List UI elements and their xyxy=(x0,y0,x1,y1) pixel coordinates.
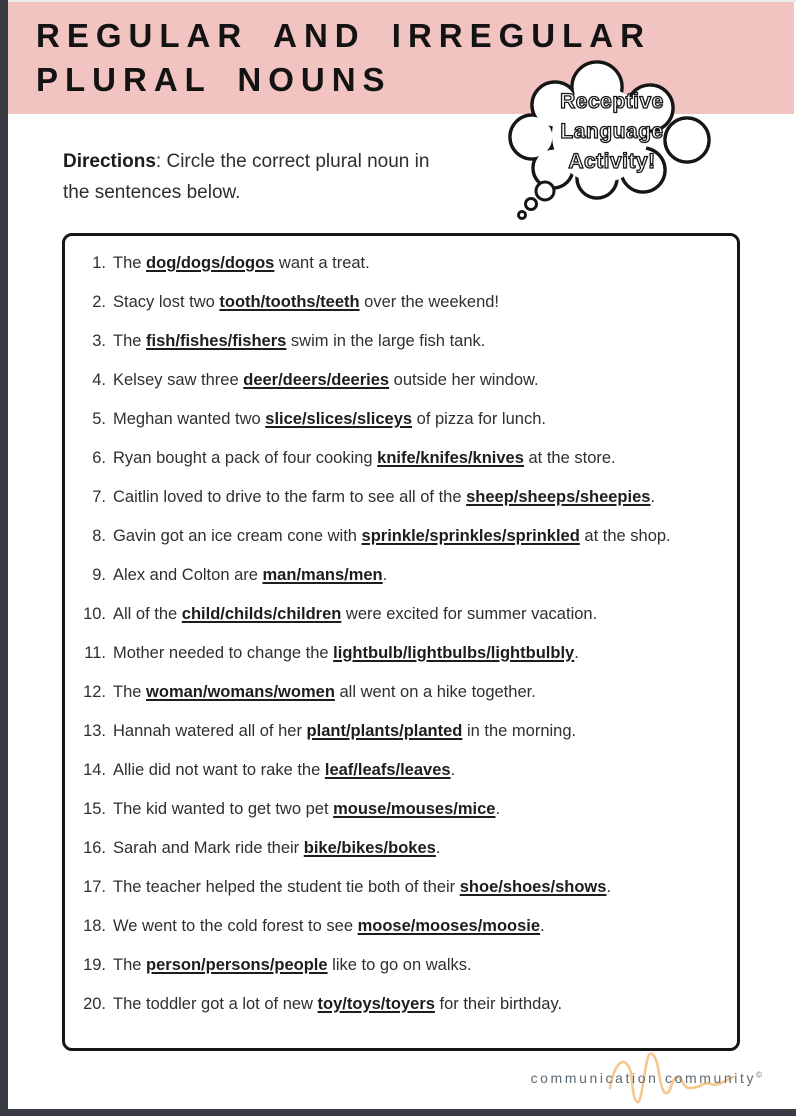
list-item xyxy=(65,790,737,829)
page-title-line1: REGULAR AND IRREGULAR xyxy=(36,17,651,54)
item-pre-text: Stacy lost two xyxy=(113,293,220,311)
item-post-text: . xyxy=(606,878,612,896)
item-post-text: . xyxy=(495,800,501,818)
item-plural-choices: fish/fishes/fishers xyxy=(146,332,287,350)
item-pre-text: Caitlin loved to drive to the farm to see all of the xyxy=(113,488,467,506)
item-plural-choices: knife/knifes/knives xyxy=(377,449,524,467)
directions-label: Directions xyxy=(63,151,156,172)
item-sentence xyxy=(113,722,576,741)
item-number: 1. xyxy=(92,254,106,272)
item-number: 8. xyxy=(92,527,106,545)
item-pre-text: The toddler got a lot of new xyxy=(113,995,318,1013)
item-sentence xyxy=(113,527,671,546)
item-pre-text: All of the xyxy=(113,605,182,623)
list-item xyxy=(65,517,737,556)
list-item xyxy=(65,595,737,634)
list-item xyxy=(65,751,737,790)
item-plural-choices: mouse/mouses/mice xyxy=(333,800,496,818)
list-item xyxy=(65,634,737,673)
list-item xyxy=(65,946,737,985)
item-number: 15. xyxy=(83,800,106,818)
brand-text: communication community xyxy=(530,1070,757,1086)
item-number: 10. xyxy=(83,605,106,623)
item-plural-choices: sheep/sheeps/sheepies xyxy=(466,488,651,506)
thought-bubble-tail-icon xyxy=(519,182,555,219)
item-plural-choices: slice/slices/sliceys xyxy=(265,410,413,428)
item-pre-text: Kelsey saw three xyxy=(113,371,244,389)
item-pre-text: Alex and Colton are xyxy=(113,566,263,584)
item-post-text: . xyxy=(574,644,579,662)
item-sentence xyxy=(113,761,455,780)
item-post-text: at the store. xyxy=(523,449,616,467)
list-item xyxy=(65,439,737,478)
item-plural-choices: moose/mooses/moosie xyxy=(357,917,541,935)
directions-line2: the sentences below. xyxy=(63,182,241,203)
worksheet-box xyxy=(62,233,740,1051)
item-pre-text: Hannah watered all of her xyxy=(113,722,307,740)
item-number: 19. xyxy=(83,956,106,974)
item-sentence xyxy=(113,449,616,468)
item-post-text: . xyxy=(450,761,456,779)
item-sentence xyxy=(113,683,536,702)
item-sentence xyxy=(113,917,545,936)
item-plural-choices: plant/plants/planted xyxy=(306,722,463,740)
item-pre-text: The xyxy=(113,332,147,350)
list-item xyxy=(65,673,737,712)
item-sentence xyxy=(113,371,539,390)
list-item xyxy=(65,361,737,400)
list-item xyxy=(65,829,737,868)
list-item xyxy=(65,907,737,946)
item-number: 5. xyxy=(92,410,106,428)
item-sentence xyxy=(113,254,370,273)
copyright-mark: © xyxy=(756,1070,762,1080)
item-number: 14. xyxy=(83,761,106,779)
viewer-edge-bottom xyxy=(0,1109,796,1116)
item-plural-choices: lightbulb/lightbulbs/lightbulbly xyxy=(333,644,575,662)
item-pre-text: The kid wanted to get two pet xyxy=(113,800,334,818)
item-post-text: were excited for summer vacation. xyxy=(341,605,598,623)
item-post-text: like to go on walks. xyxy=(327,956,472,974)
item-post-text: in the morning. xyxy=(462,722,577,740)
list-item xyxy=(65,322,737,361)
item-sentence xyxy=(113,293,499,312)
item-number: 11. xyxy=(84,644,106,662)
item-sentence xyxy=(113,488,655,507)
directions-text xyxy=(63,146,463,208)
list-item xyxy=(65,244,737,283)
item-plural-choices: deer/deers/deeries xyxy=(243,371,390,389)
bubble-line1: Receptive xyxy=(560,90,664,113)
bubble-line3: Activity! xyxy=(568,150,656,173)
item-post-text: of pizza for lunch. xyxy=(412,410,546,428)
item-sentence xyxy=(113,956,472,975)
item-pre-text: Meghan wanted two xyxy=(113,410,266,428)
directions-rest: : Circle the correct plural noun in xyxy=(155,151,430,172)
item-post-text: over the weekend! xyxy=(359,293,500,311)
bubble-text xyxy=(523,87,701,177)
list-item xyxy=(65,478,737,517)
item-sentence xyxy=(113,995,562,1014)
item-number: 20. xyxy=(83,995,106,1013)
item-plural-choices: person/persons/people xyxy=(146,956,328,974)
viewer-edge-left xyxy=(0,0,8,1116)
item-number: 16. xyxy=(83,839,106,857)
item-plural-choices: man/mans/men xyxy=(262,566,383,584)
item-post-text: outside her window. xyxy=(389,371,539,389)
list-item xyxy=(65,712,737,751)
item-post-text: all went on a hike together. xyxy=(334,683,536,701)
item-post-text: . xyxy=(435,839,441,857)
item-pre-text: The xyxy=(113,956,147,974)
item-number: 3. xyxy=(92,332,106,350)
item-sentence xyxy=(113,800,500,819)
item-plural-choices: toy/toys/toyers xyxy=(317,995,435,1013)
item-post-text: . xyxy=(650,488,656,506)
item-number: 6. xyxy=(92,449,106,467)
item-sentence xyxy=(113,566,387,585)
item-plural-choices: child/childs/children xyxy=(181,605,342,623)
item-pre-text: Mother needed to change the xyxy=(113,644,334,662)
item-post-text: swim in the large fish tank. xyxy=(286,332,486,350)
item-plural-choices: dog/dogs/dogos xyxy=(146,254,275,272)
list-item xyxy=(65,985,737,1024)
item-plural-choices: shoe/shoes/shows xyxy=(459,878,607,896)
item-plural-choices: bike/bikes/bokes xyxy=(303,839,436,857)
item-post-text: for their birthday. xyxy=(434,995,563,1013)
item-plural-choices: woman/womans/women xyxy=(146,683,335,701)
item-post-text: at the shop. xyxy=(579,527,671,545)
item-pre-text: The xyxy=(113,683,147,701)
item-sentence xyxy=(113,332,485,351)
brand-name xyxy=(531,1070,762,1086)
list-item xyxy=(65,400,737,439)
list-item xyxy=(65,868,737,907)
item-pre-text: Ryan bought a pack of four cooking xyxy=(113,449,378,467)
item-pre-text: The teacher helped the student tie both of their xyxy=(113,878,460,896)
item-number: 9. xyxy=(92,566,106,584)
item-number: 2. xyxy=(92,293,106,311)
item-sentence xyxy=(113,878,611,897)
item-pre-text: The xyxy=(113,254,147,272)
item-number: 4. xyxy=(92,371,106,389)
item-number: 12. xyxy=(83,683,106,701)
item-pre-text: Gavin got an ice cream cone with xyxy=(113,527,362,545)
item-pre-text: We went to the cold forest to see xyxy=(113,917,358,935)
item-sentence xyxy=(113,605,597,624)
item-pre-text: Sarah and Mark ride their xyxy=(113,839,304,857)
thought-bubble xyxy=(505,55,720,227)
item-plural-choices: tooth/tooths/teeth xyxy=(219,293,360,311)
page-title-line2: PLURAL NOUNS xyxy=(36,61,392,98)
item-post-text: want a treat. xyxy=(274,254,370,272)
item-plural-choices: sprinkle/sprinkles/sprinkled xyxy=(361,527,580,545)
list-item xyxy=(65,283,737,322)
item-number: 17. xyxy=(83,878,106,896)
item-plural-choices: leaf/leafs/leaves xyxy=(324,761,451,779)
item-post-text: . xyxy=(382,566,388,584)
item-post-text: . xyxy=(540,917,545,935)
list-item xyxy=(65,556,737,595)
item-number: 18. xyxy=(83,917,106,935)
item-number: 7. xyxy=(92,488,106,506)
item-sentence xyxy=(113,644,579,663)
item-sentence xyxy=(113,839,440,858)
item-sentence xyxy=(113,410,546,429)
item-pre-text: Allie did not want to rake the xyxy=(113,761,325,779)
bubble-line2: Language xyxy=(560,120,664,143)
item-number: 13. xyxy=(83,722,106,740)
